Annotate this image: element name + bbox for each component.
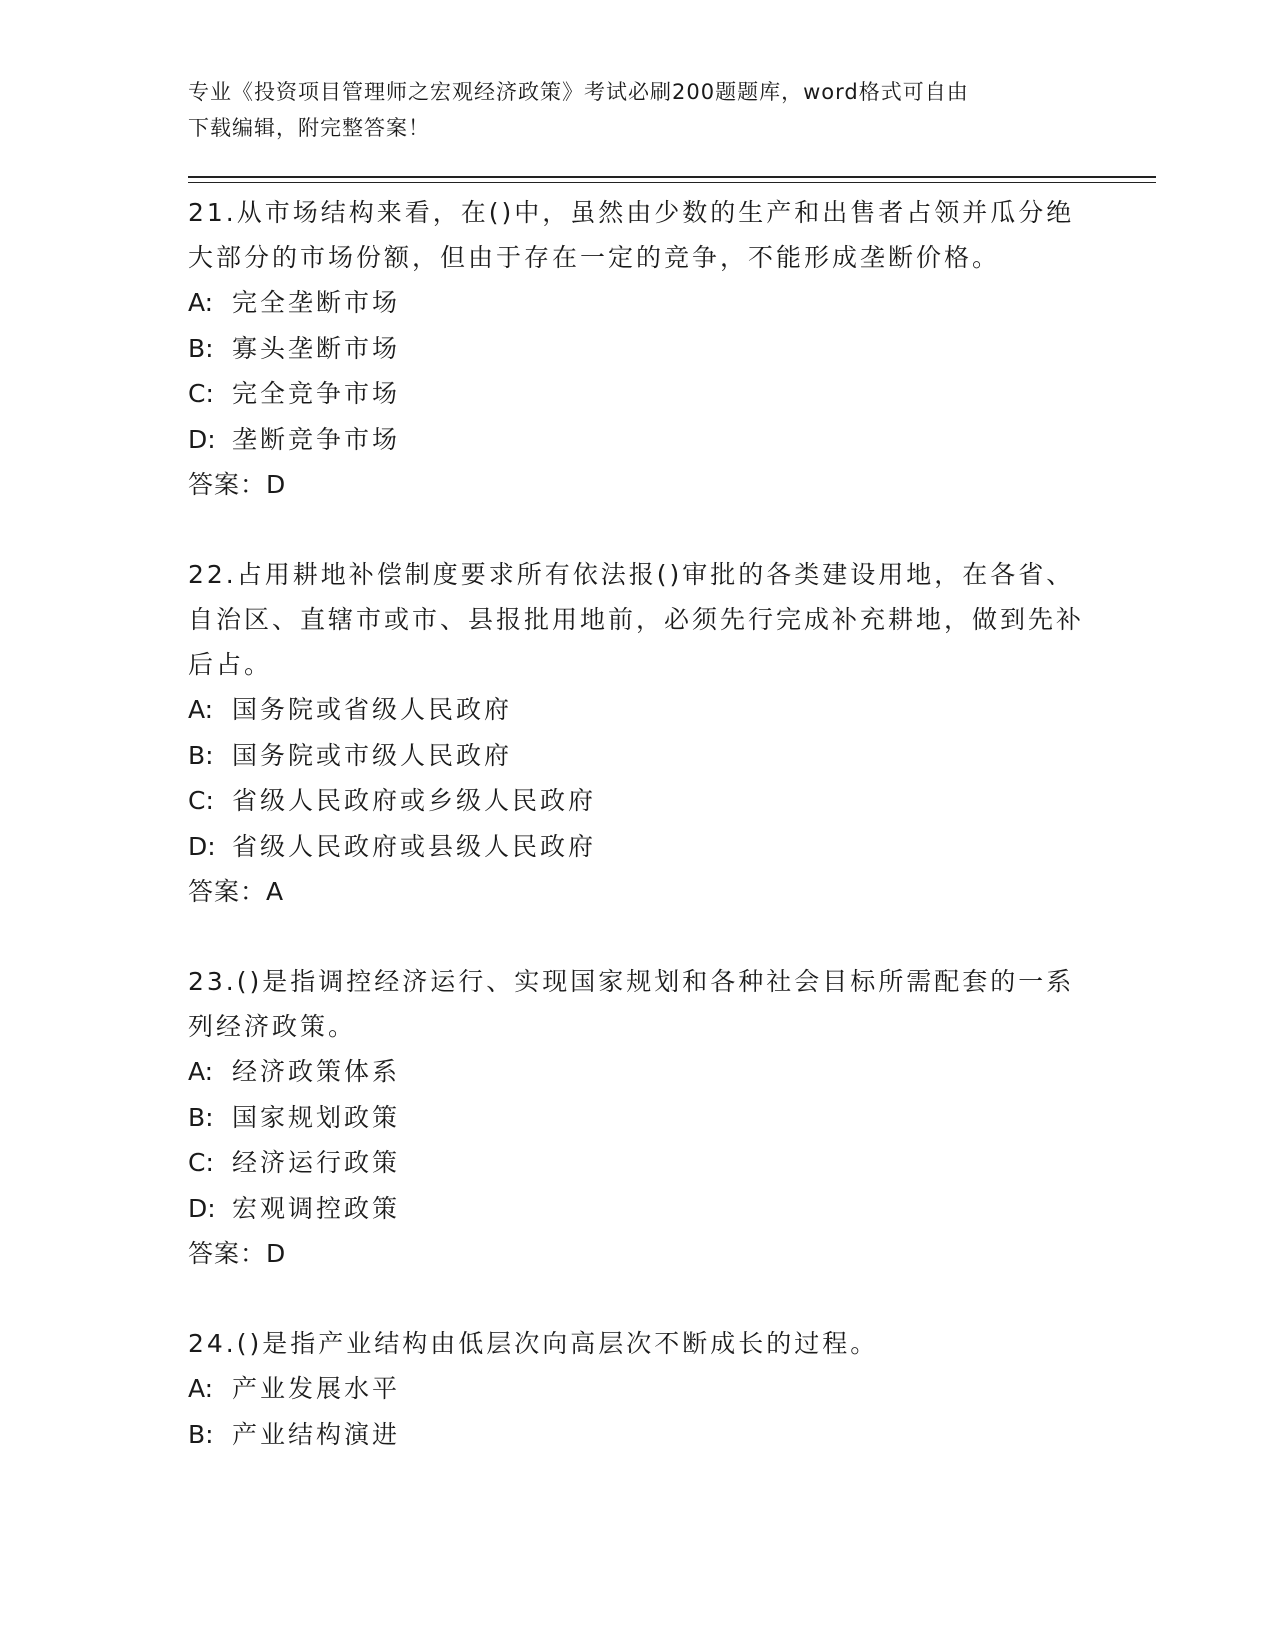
header-divider-bottom [188, 182, 1156, 183]
option-text: 产业结构演进 [232, 1419, 401, 1449]
option-d [188, 824, 1088, 870]
question-23 [188, 959, 1088, 1277]
answer-line: 答案：D [188, 1239, 287, 1268]
question-22 [188, 552, 1088, 915]
option-letter: A: [188, 288, 214, 317]
option-c [188, 371, 1088, 417]
option-a [188, 1049, 1088, 1095]
header-divider-top [188, 176, 1156, 178]
question-list [188, 190, 1088, 1501]
document-header [188, 74, 1068, 146]
option-letter: B: [188, 1419, 214, 1449]
option-letter: C: [188, 1148, 214, 1177]
question-stem: 22.占用耕地补偿制度要求所有依法报()审批的各类建设用地，在各省、自治区、直辖市或市、县报批用地前，必须先行完成补充耕地，做到先补后占。 [188, 560, 1085, 679]
option-letter: B: [188, 740, 214, 770]
question-stem: 23.()是指调控经济运行、实现国家规划和各种社会目标所需配套的一系列经济政策。 [188, 967, 1075, 1041]
option-d [188, 417, 1088, 463]
question-24 [188, 1321, 1088, 1457]
option-letter: A: [188, 695, 214, 724]
option-letter: B: [188, 1102, 214, 1132]
header-line-2: 下载编辑，附完整答案！ [188, 116, 430, 140]
option-b [188, 1095, 1088, 1141]
option-text: 垄断竞争市场 [232, 424, 401, 454]
option-letter: D: [188, 424, 216, 454]
option-text: 国家规划政策 [232, 1102, 401, 1132]
option-text: 产业发展水平 [232, 1374, 401, 1403]
option-text: 国务院或省级人民政府 [232, 695, 513, 724]
option-b [188, 1412, 1088, 1458]
option-text: 完全竞争市场 [232, 379, 401, 408]
question-stem: 24.()是指产业结构由低层次向高层次不断成长的过程。 [188, 1329, 879, 1358]
option-c [188, 1140, 1088, 1186]
option-letter: B: [188, 333, 214, 363]
option-a [188, 1366, 1088, 1412]
option-b [188, 326, 1088, 372]
question-21 [188, 190, 1088, 508]
option-text: 完全垄断市场 [232, 288, 401, 317]
option-letter: A: [188, 1374, 214, 1403]
option-text: 寡头垄断市场 [232, 333, 401, 363]
option-a [188, 280, 1088, 326]
option-letter: D: [188, 831, 216, 861]
header-line-1: 专业《投资项目管理师之宏观经济政策》考试必刷200题题库，word格式可自由 [188, 80, 969, 104]
option-b [188, 733, 1088, 779]
option-a [188, 687, 1088, 733]
answer-line: 答案：D [188, 470, 287, 499]
option-letter: A: [188, 1057, 214, 1086]
question-stem: 21.从市场结构来看，在()中，虽然由少数的生产和出售者占领并瓜分绝大部分的市场份额，但由于存在一定的竞争，不能形成垄断价格。 [188, 198, 1075, 272]
option-text: 宏观调控政策 [232, 1193, 401, 1223]
option-letter: D: [188, 1193, 216, 1223]
option-letter: C: [188, 379, 214, 408]
option-d [188, 1186, 1088, 1232]
option-text: 经济运行政策 [232, 1148, 401, 1177]
option-text: 经济政策体系 [232, 1057, 401, 1086]
option-letter: C: [188, 786, 214, 815]
option-text: 国务院或市级人民政府 [232, 740, 513, 770]
answer-line: 答案：A [188, 877, 285, 906]
option-c [188, 778, 1088, 824]
option-text: 省级人民政府或县级人民政府 [232, 831, 597, 861]
option-text: 省级人民政府或乡级人民政府 [232, 786, 597, 815]
